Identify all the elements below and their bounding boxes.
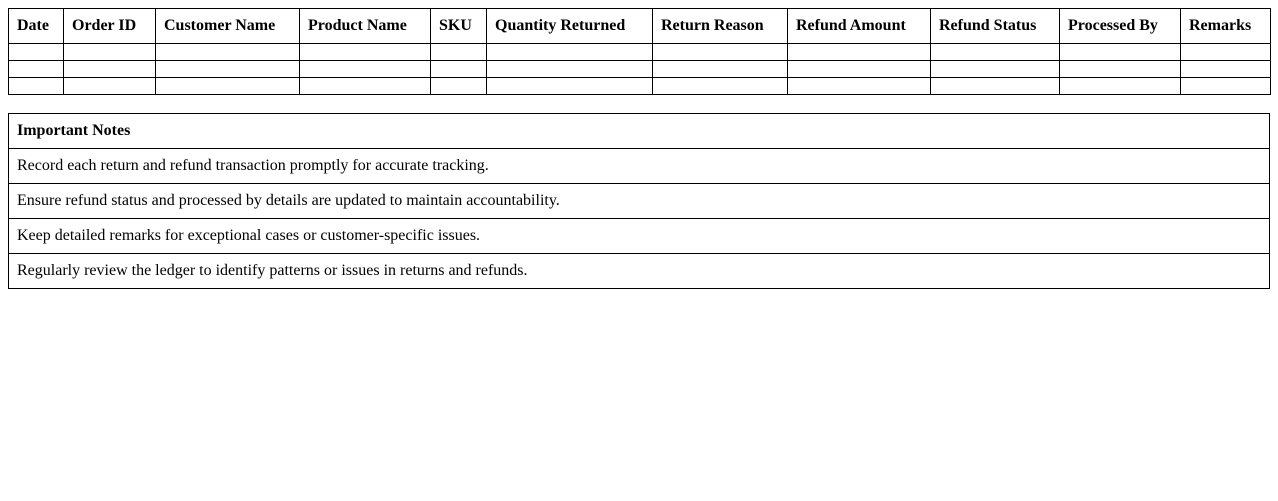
table-cell[interactable] — [300, 78, 431, 95]
column-header-remarks: Remarks — [1181, 9, 1271, 44]
column-header-date: Date — [9, 9, 64, 44]
table-cell[interactable] — [9, 78, 64, 95]
note-item: Keep detailed remarks for exceptional cases or customer-specific issues. — [9, 219, 1270, 254]
notes-header-row — [9, 114, 1270, 149]
table-row — [9, 44, 1271, 61]
table-cell[interactable] — [64, 78, 156, 95]
table-cell[interactable] — [931, 61, 1060, 78]
note-row — [9, 219, 1270, 254]
table-cell[interactable] — [487, 78, 653, 95]
table-cell[interactable] — [788, 44, 931, 61]
table-cell[interactable] — [653, 44, 788, 61]
table-cell[interactable] — [9, 44, 64, 61]
column-header-return-reason: Return Reason — [653, 9, 788, 44]
note-row — [9, 184, 1270, 219]
column-header-sku: SKU — [431, 9, 487, 44]
table-cell[interactable] — [487, 61, 653, 78]
table-cell[interactable] — [931, 44, 1060, 61]
column-header-customer-name: Customer Name — [156, 9, 300, 44]
table-cell[interactable] — [64, 44, 156, 61]
table-cell[interactable] — [431, 44, 487, 61]
table-cell[interactable] — [431, 61, 487, 78]
table-cell[interactable] — [653, 61, 788, 78]
table-cell[interactable] — [788, 61, 931, 78]
column-header-product-name: Product Name — [300, 9, 431, 44]
note-item: Ensure refund status and processed by details are updated to maintain accountability. — [9, 184, 1270, 219]
table-row — [9, 61, 1271, 78]
ledger-header-row — [9, 9, 1271, 44]
note-item: Record each return and refund transaction promptly for accurate tracking. — [9, 149, 1270, 184]
column-header-processed-by: Processed By — [1060, 9, 1181, 44]
table-cell[interactable] — [1060, 61, 1181, 78]
returns-ledger-table — [8, 8, 1271, 95]
column-header-quantity-returned: Quantity Returned — [487, 9, 653, 44]
table-cell[interactable] — [156, 78, 300, 95]
note-row — [9, 149, 1270, 184]
notes-title: Important Notes — [9, 114, 1270, 149]
table-cell[interactable] — [300, 44, 431, 61]
table-cell[interactable] — [1181, 61, 1271, 78]
note-row — [9, 254, 1270, 289]
column-header-order-id: Order ID — [64, 9, 156, 44]
table-cell[interactable] — [1181, 78, 1271, 95]
table-cell[interactable] — [431, 78, 487, 95]
column-header-refund-amount: Refund Amount — [788, 9, 931, 44]
table-cell[interactable] — [1060, 44, 1181, 61]
table-cell[interactable] — [156, 61, 300, 78]
table-cell[interactable] — [156, 44, 300, 61]
table-cell[interactable] — [788, 78, 931, 95]
table-cell[interactable] — [1060, 78, 1181, 95]
table-cell[interactable] — [9, 61, 64, 78]
important-notes-table — [8, 113, 1270, 289]
table-cell[interactable] — [487, 44, 653, 61]
table-row — [9, 78, 1271, 95]
note-item: Regularly review the ledger to identify patterns or issues in returns and refunds. — [9, 254, 1270, 289]
column-header-refund-status: Refund Status — [931, 9, 1060, 44]
table-cell[interactable] — [653, 78, 788, 95]
table-cell[interactable] — [300, 61, 431, 78]
table-cell[interactable] — [1181, 44, 1271, 61]
table-cell[interactable] — [931, 78, 1060, 95]
table-cell[interactable] — [64, 61, 156, 78]
